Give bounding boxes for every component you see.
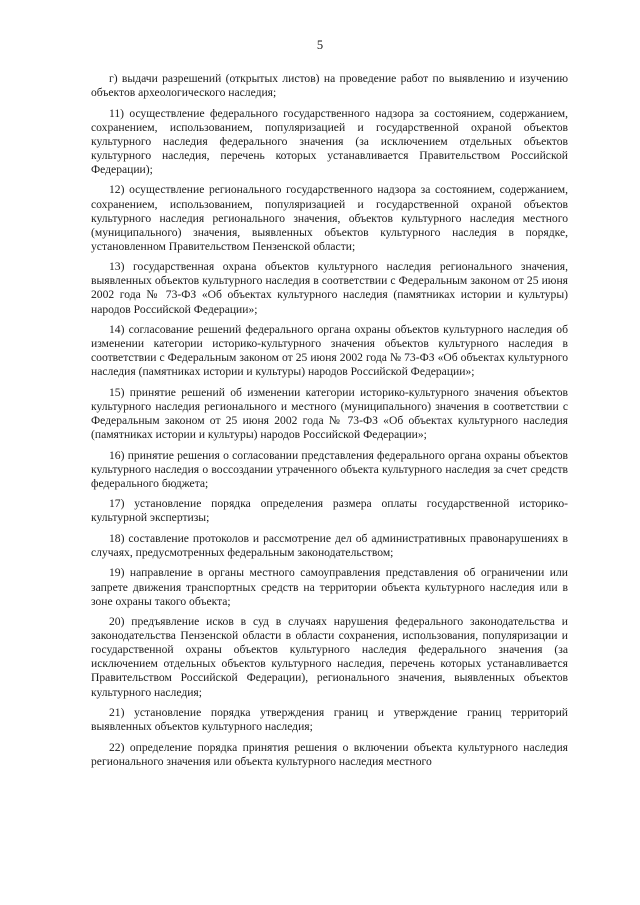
paragraph-15: 15) принятие решений об изменении категории историко-культурного значения объектов культурного наследия регионального и местного (муниципального) значения в соответствии с Федеральным законом от 25 июня 2002 года № 73-ФЗ «Об объектах культурного наследия (памятниках истории и культуры) народов Российской Федерации»; [91,385,568,442]
page-number: 5 [316,38,324,52]
paragraph-22: 22) определение порядка принятия решения о включении объекта культурного наследия регионального значения или объекта культурного наследия местного [91,740,568,768]
paragraph-20: 20) предъявление исков в суд в случаях нарушения федерального законодательства и законодательства Пензенской области в области сохранения, использования, популяризации и государственной охраны объектов культурного наследия федерального значения (за исключением отдельных объектов культурного наследия, перечень которых устанавливается Правительством Российской Федерации), регионального значения, выявленных объектов культурного наследия; [91,615,568,699]
document-body [91,72,568,775]
paragraph-19: 19) направление в органы местного самоуправления представления об ограничении или запрете движения транспортных средств на территории объекта культурного наследия или в зоне охраны такого объекта; [91,566,568,608]
paragraph-18: 18) составление протоколов и рассмотрение дел об административных правонарушениях в случаях, предусмотренных федеральным законодательством; [91,531,568,559]
paragraph-13: 13) государственная охрана объектов культурного наследия регионального значения, выявленных объектов культурного наследия в соответствии с Федеральным законом от 25 июня 2002 года № 73-ФЗ «Об объектах культурного наследия (памятниках истории и культуры) народов Российской Федерации»; [91,260,568,316]
paragraph-11: 11) осуществление федерального государственного надзора за состоянием, содержанием, сохранением, использованием, популяризацией и государственной охраной объектов культурного наследия федерального значения (за исключением отдельных объектов культурного наследия, перечень которых устанавливается Правительством Российской Федерации); [91,106,568,176]
paragraph-17: 17) установление порядка определения размера оплаты государственной историко-культурной экспертизы; [91,497,568,525]
paragraph-12: 12) осуществление регионального государственного надзора за состоянием, содержанием, сохранением, использованием, популяризацией и государственной охраной объектов культурного наследия регионального значения, объектов культурного наследия местного (муниципального) значения, выявленных объектов культурного наследия в порядке, установленном Правительством Пензенской области; [91,183,568,253]
paragraph-21: 21) установление порядка утверждения границ и утверждение границ территорий выявленных объектов культурного наследия; [91,706,568,734]
paragraph-16: 16) принятие решения о согласовании представления федерального органа охраны объектов культурного наследия о воссоздании утраченного объекта культурного наследия за счет средств федерального бюджета; [91,448,568,490]
paragraph-g: г) выдачи разрешений (открытых листов) на проведение работ по выявлению и изучению объектов археологического наследия; [91,72,568,100]
paragraph-14: 14) согласование решений федерального органа охраны объектов культурного наследия об изменении категории историко-культурного значения объектов культурного наследия в соответствии с Федеральным законом от 25 июня 2002 года № 73-ФЗ «Об объектах культурного наследия (памятниках истории и культуры) народов Российской Федерации»; [91,323,568,379]
